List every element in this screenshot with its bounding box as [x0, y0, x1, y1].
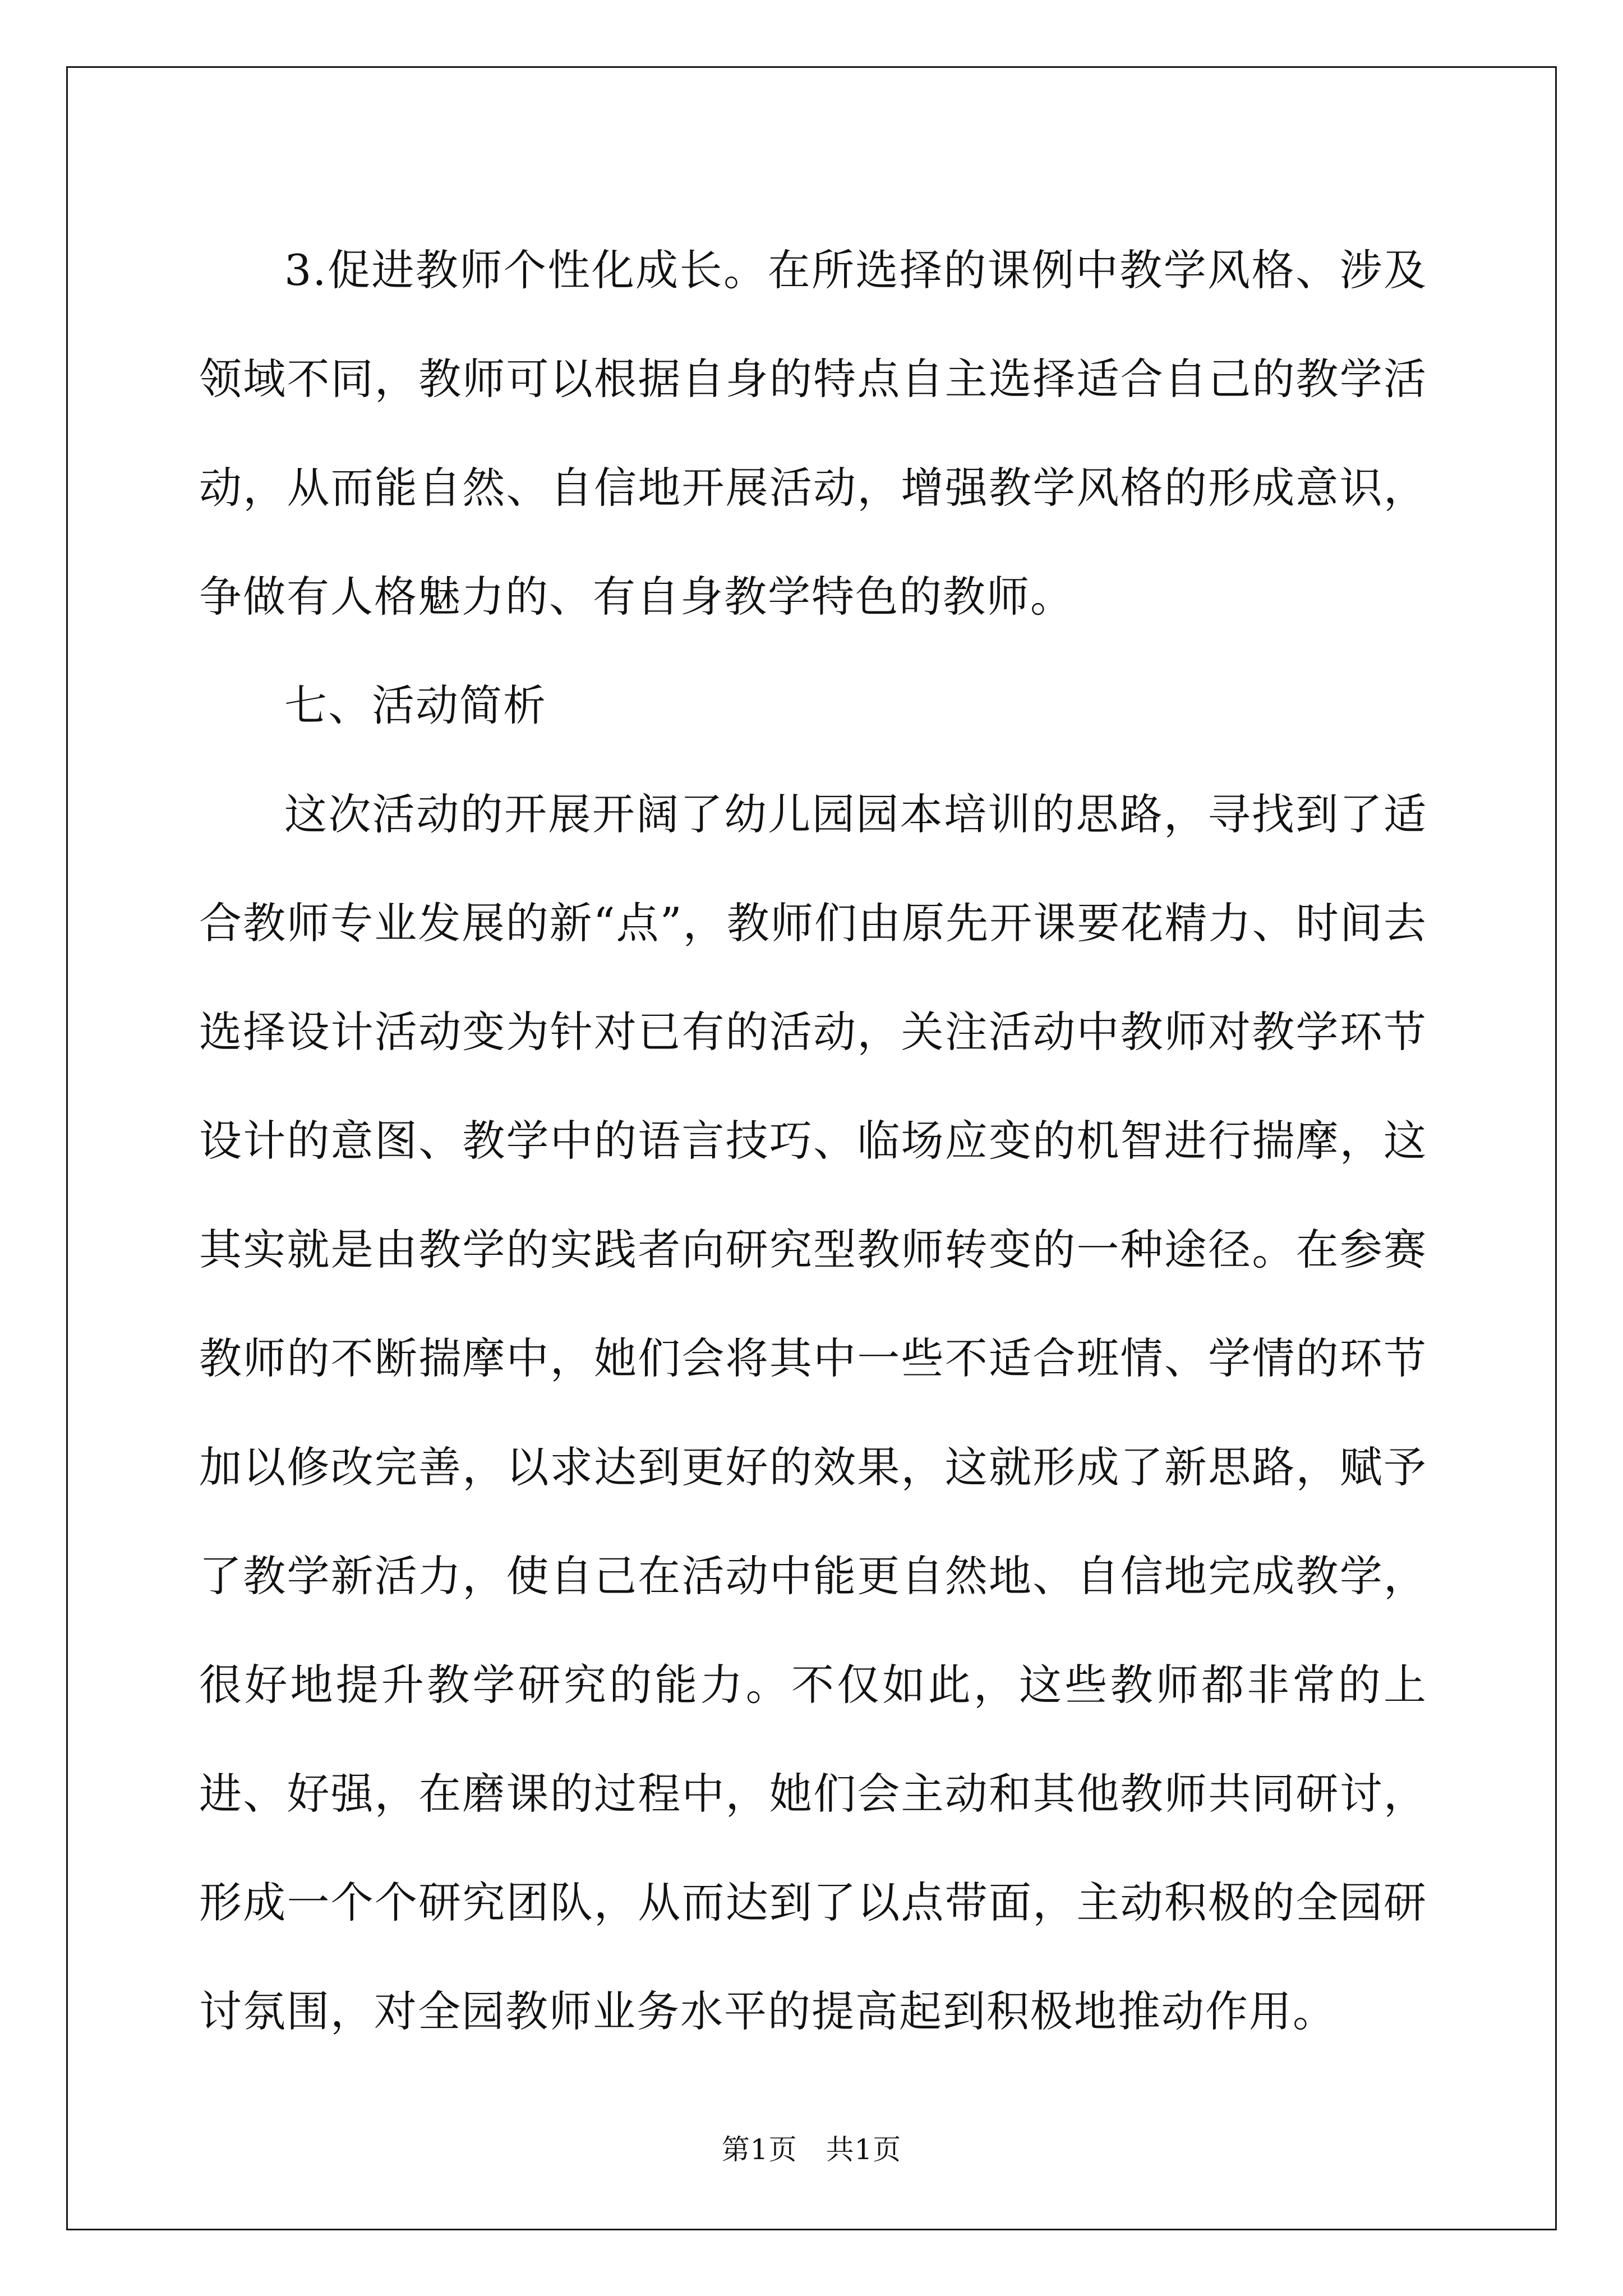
page-number-footer: 第1页 共1页 [721, 2133, 902, 2166]
paragraph-teacher-growth: 3.促进教师个性化成长。在所选择的课例中教学风格、涉及领域不同，教师可以根据自身的特点自主选择适合自己的教学活动，从而能自然、自信地开展活动，增强教学风格的形成意识，争做有人格魅力的、有自身教学特色的教师。 [199, 245, 1427, 622]
section-heading-activity-analysis: 七、活动简析 [284, 680, 547, 730]
paragraph-activity-analysis: 这次活动的开展开阔了幼儿园园本培训的思路，寻找到了适合教师专业发展的新“点”，教师们由原先开课要花精力、时间去选择设计活动变为针对已有的活动，关注活动中教师对教学环节设计的意图、教学中的语言技巧、临场应变的机智进行揣摩，这其实就是由教学的实践者向研究型教师转变的一种途径。在参赛教师的不断揣摩中，她们会将其中一些不适合班情、学情的环节加以修改完善，以求达到更好的效果，这就形成了新思路，赋予了教学新活力，使自己在活动中能更自然地、自信地完成教学，很好地提升教学研究的能力。不仅如此，这些教师都非常的上进、好强，在磨课的过程中，她们会主动和其他教师共同研讨，形成一个个研究团队，从而达到了以点带面，主动积极的全园研讨氛围，对全园教师业务水平的提高起到积极地推动作用。 [199, 789, 1427, 2036]
document-body [199, 216, 1427, 2066]
